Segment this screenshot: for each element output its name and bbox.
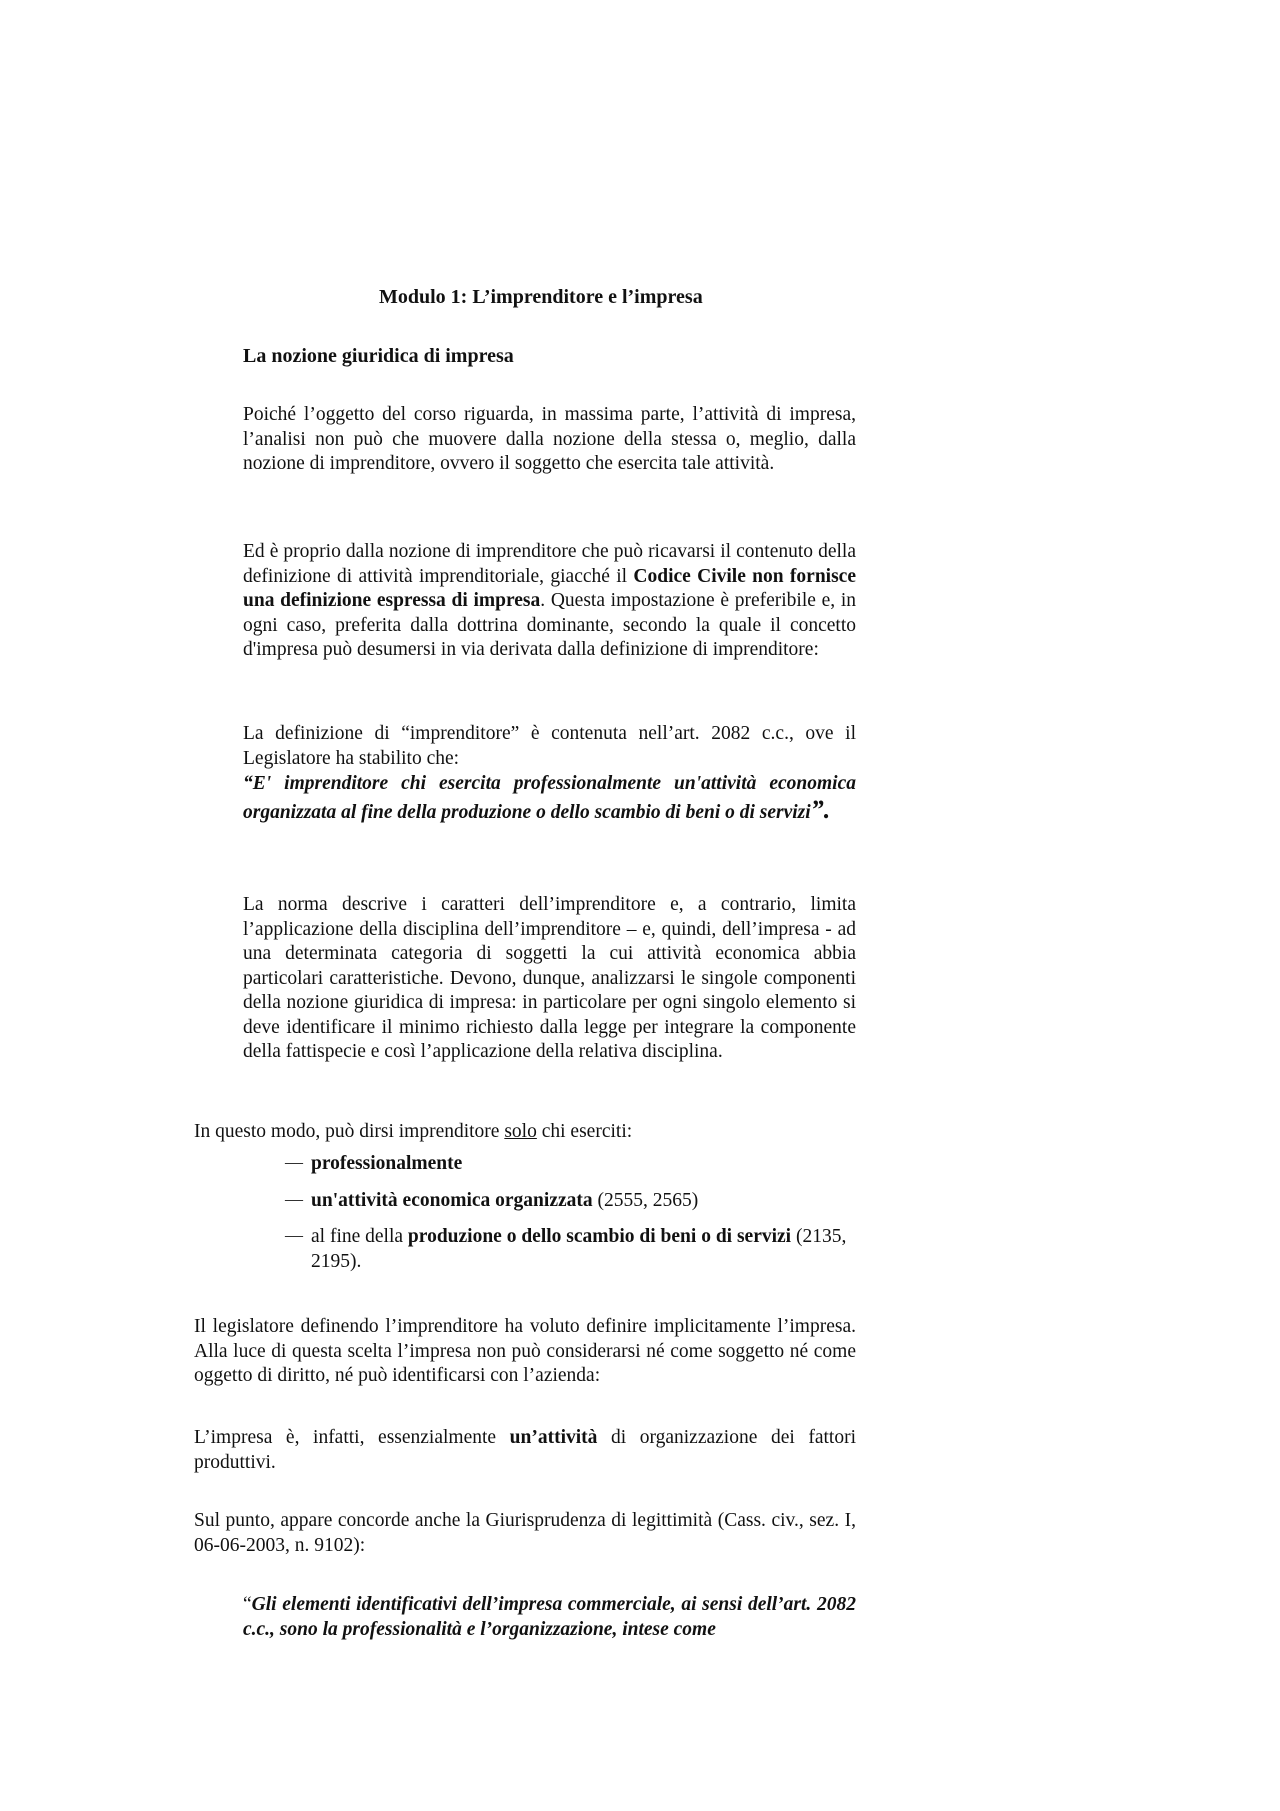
paragraph-elements-intro (194, 1120, 874, 1145)
art-2082-intro: La definizione di “imprenditore” è contenuta nell’art. 2082 c.c., ove il Legislatore ha stabilito che: (243, 723, 856, 769)
paragraph-legislatore: Il legislatore definendo l’imprenditore ha voluto definire implicitamente l’impresa. Alla luce di questa scelta l’impresa non può considerarsi né come soggetto né come oggetto di diritto, né può identificarsi con l’azienda: (194, 1316, 856, 1386)
page-title: Modulo 1: L’imprenditore e l’impresa (379, 286, 703, 308)
quote-open-mark: “ (243, 1594, 252, 1615)
list-item-bold: produzione o dello scambio di beni o di servizi (407, 1226, 792, 1247)
paragraph-giurisprudenza: Sul punto, appare concorde anche la Giurisprudenza di legittimità (Cass. civ., sez. I, 06-06-2003, n. 9102): (194, 1510, 856, 1556)
paragraph-norma: La norma descrive i caratteri dell’imprenditore e, a contrario, limita l’applicazione della disciplina dell’imprenditore – e, quindi, dell’impresa - ad una determinata categoria di soggetti la cui attività economica abbia particolari caratteristiche. Devono, dunque, analizzarsi le singole componenti della nozione giuridica di impresa: in particolare per ogni singolo elemento si deve identificare il minimo richiesto dalla legge per integrare la componente della fattispecie e così l’applicazione della relativa disciplina. (243, 894, 856, 1062)
list-item-ref: (2555, 2565) (592, 1189, 699, 1211)
section-heading: La nozione giuridica di impresa (243, 345, 514, 367)
list-item-bold: un'attività economica organizzata (311, 1189, 593, 1211)
list-item-bold: professionalmente (311, 1153, 463, 1174)
paragraph-cassazione-quote (243, 1593, 856, 1642)
list-item-text: al fine della (311, 1226, 408, 1247)
text-run: . Questa impostazione è preferibile e, in ogni caso, preferita dalla dottrina dominante, secondo la quale il concetto d'impresa può desumersi in via derivata dalla definizione di imprenditore: (243, 590, 856, 660)
text-run: Ed è proprio dalla nozione di imprenditore che può ricavarsi il contenuto della definizione di attività imprenditoriale, giacché il (243, 541, 856, 587)
quote-close-mark: ”. (810, 795, 831, 824)
paragraph-intro: Poiché l’oggetto del corso riguarda, in massima parte, l’attività di impresa, l’analisi non può che muovere dalla nozione della stessa o, meglio, dalla nozione di imprenditore, ovvero il soggetto che esercita tale attività. (243, 404, 856, 474)
text-run: L’impresa è, infatti, essenzialmente (194, 1427, 510, 1448)
text-run: In questo modo, può dirsi imprenditore (194, 1121, 505, 1142)
paragraph-definition-source (243, 540, 856, 663)
quote-open-mark: “ (243, 773, 253, 794)
paragraph-art-2082 (243, 722, 856, 826)
list-item (285, 1189, 865, 1214)
list-item (285, 1152, 865, 1177)
quote-text: E' imprenditore chi esercita professionalmente un'attività economica organizzata al fine della produzione o dello scambio di beni o di servizi (243, 773, 856, 823)
list-item-ref: (2135, 2195). (311, 1226, 847, 1272)
list-item (285, 1225, 865, 1274)
text-run: chi eserciti: (536, 1121, 633, 1142)
text-run: di organizzazione dei fattori produttivi. (194, 1427, 856, 1473)
bold-run: un’attività (509, 1427, 598, 1448)
paragraph-impresa-attivita (194, 1426, 856, 1475)
art-2082-quote (243, 771, 856, 826)
underlined-run: solo (504, 1121, 537, 1142)
bold-run: Codice Civile non fornisce una definizione espressa di impresa (243, 565, 856, 611)
quote-text: Gli elementi identificativi dell’impresa commerciale, ai sensi dell’art. 2082 c.c., sono la professionalità e l’organizzazione, intese come (243, 1594, 856, 1640)
elements-list (285, 1152, 865, 1286)
